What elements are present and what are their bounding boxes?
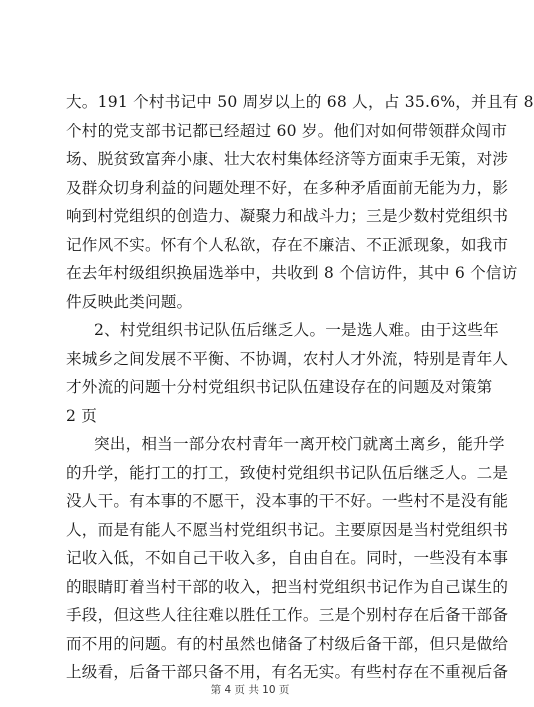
text-line: 2 页 [66, 406, 98, 425]
text-line: 件反映此类问题。 [66, 292, 193, 311]
text-line: 而不用的问题。有的村虽然也储备了村级后备干部，但只是做给 [66, 634, 509, 653]
text-line: 记作风不实。怀有个人私欲，存在不廉洁、不正派现象，如我市 [66, 235, 509, 254]
paragraph-start-line: 2、村党组织书记队伍后继乏人。一是选人难。由于这些年 [94, 321, 499, 339]
text-line: 的升学，能打工的打工，致使村党组织书记队伍后继乏人。二是 [66, 463, 509, 482]
text-line: 记收入低，不如自己干收入多，自由自在。同时，一些没有本事 [66, 549, 509, 567]
text-line: 大。191 个村书记中 50 周岁以上的 68 人，占 35.6%，并且有 8 [66, 93, 534, 111]
text-line: 手段，但这些人往往难以胜任工作。三是个别村存在后备干部备 [66, 606, 509, 624]
text-line: 响到村党组织的创造力、凝聚力和战斗力；三是少数村党组织书 [66, 207, 509, 225]
text-line: 个村的党支部书记都已经超过 60 岁。他们对如何带领群众闯市 [66, 121, 508, 140]
text-line: 没人干。有本事的不愿干，没本事的干不好。一些村不是没有能 [66, 492, 509, 510]
text-line: 在去年村级组织换届选举中，共收到 8 个信访件，其中 6 个信访 [66, 264, 518, 282]
text-line: 来城乡之间发展不平衡、不协调，农村人才外流，特别是青年人 [66, 349, 509, 368]
text-line: 才外流的问题十分村党组织书记队伍建设存在的问题及对策第 [66, 378, 493, 396]
text-line: 上级看，后备干部只备不用，有名无实。有些村存在不重视后备 [66, 663, 509, 681]
page-footer: 第 4 页 共 10 页 [210, 684, 290, 696]
text-line: 及群众切身利益的问题处理不好，在多种矛盾面前无能为力，影 [66, 178, 509, 197]
paragraph-start-line: 突出，相当一部分农村青年一离开校门就离土离乡，能升学 [94, 435, 505, 453]
text-line: 的眼睛盯着当村干部的收入，把当村党组织书记作为自己谋生的 [66, 577, 509, 596]
body-text [66, 88, 534, 687]
text-line: 人，而是有能人不愿当村党组织书记。主要原因是当村党组织书 [66, 520, 509, 539]
text-line: 场、脱贫致富奔小康、壮大农村集体经济等方面束手无策，对涉 [66, 150, 509, 168]
